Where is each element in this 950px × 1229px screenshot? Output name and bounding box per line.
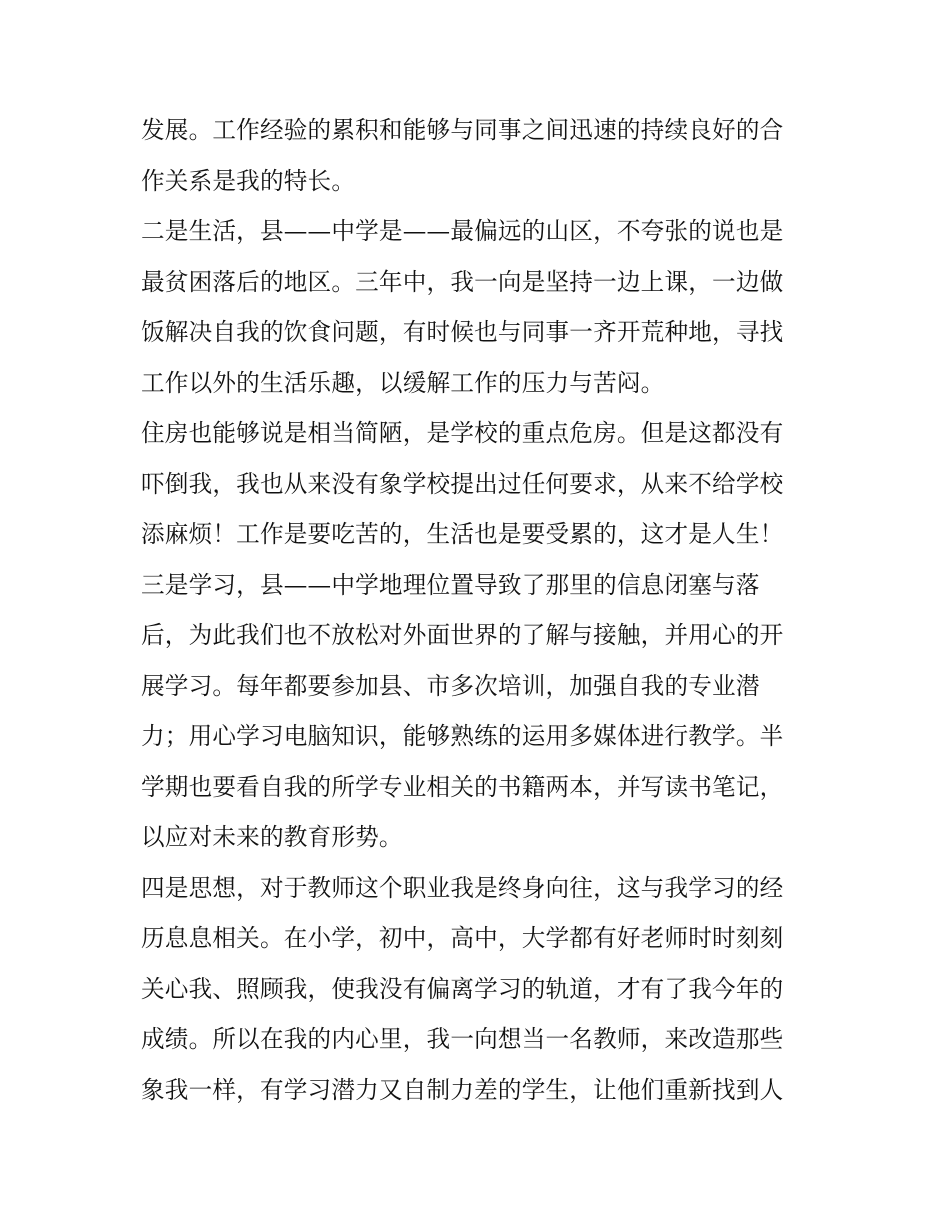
text-line: 学期也要看自我的所学专业相关的书籍两本，并写读书笔记， <box>141 772 784 801</box>
text-line: 作关系是我的特长。 <box>141 166 356 195</box>
text-line: 展学习。每年都要参加县、市多次培训，加强自我的专业潜 <box>141 671 760 700</box>
text-line: 添麻烦！工作是要吃苦的，生活也是要受累的，这才是人生！ <box>141 520 784 548</box>
body-text <box>141 105 821 1115</box>
text-line: 饭解决自我的饮食问题，有时候也与同事一齐开荒种地，寻找 <box>141 318 784 346</box>
text-line: 最贫困落后的地区。三年中，我一向是坚持一边上课，一边做 <box>141 267 784 296</box>
text-line: 二是生活，县——中学是——最偏远的山区，不夸张的说也是 <box>141 217 784 245</box>
text-line: 力；用心学习电脑知识，能够熟练的运用多媒体进行教学。半 <box>141 722 784 750</box>
text-line: 发展。工作经验的累积和能够与同事之间迅速的持续良好的合 <box>141 116 784 144</box>
text-line: 四是思想，对于教师这个职业我是终身向往，这与我学习的经 <box>141 873 784 902</box>
text-line: 以应对未来的教育形势。 <box>141 823 403 851</box>
text-line: 工作以外的生活乐趣，以缓解工作的压力与苦闷。 <box>141 368 665 397</box>
text-line: 三是学习，县——中学地理位置导致了那里的信息闭塞与落 <box>141 570 760 599</box>
text-line: 关心我、照顾我，使我没有偏离学习的轨道，才有了我今年的 <box>141 974 784 1003</box>
text-line: 成绩。所以在我的内心里，我一向想当一名教师，来改造那些 <box>141 1025 784 1053</box>
text-line: 历息息相关。在小学，初中，高中，大学都有好老师时时刻刻 <box>141 924 784 952</box>
text-line: 象我一样，有学习潜力又自制力差的学生，让他们重新找到人 <box>141 1075 784 1104</box>
text-line: 住房也能够说是相当简陋，是学校的重点危房。但是这都没有 <box>141 419 784 447</box>
text-line: 吓倒我，我也从来没有象学校提出过任何要求，从来不给学校 <box>141 469 784 498</box>
text-line: 后，为此我们也不放松对外面世界的了解与接触，并用心的开 <box>141 621 784 649</box>
